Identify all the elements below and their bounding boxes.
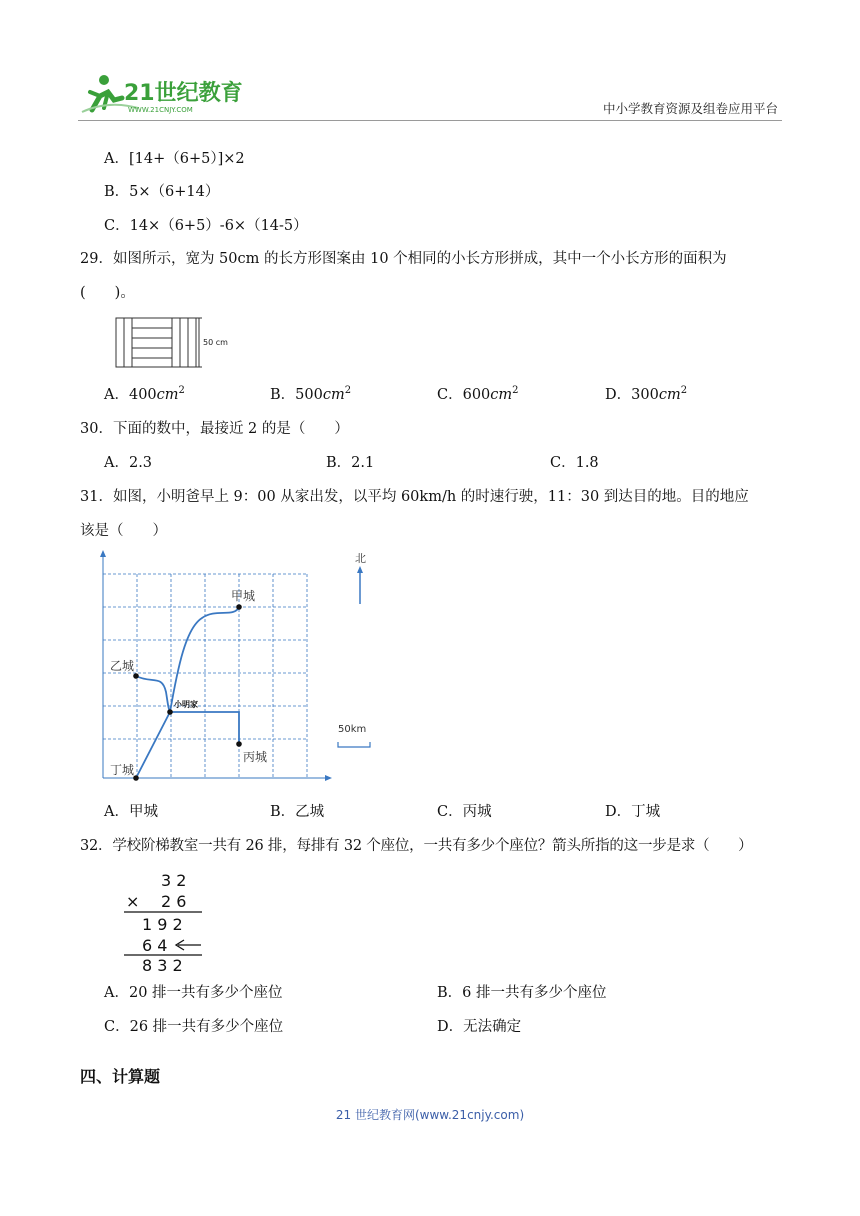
y-axis-arrow-icon <box>100 550 106 557</box>
map-routes <box>136 607 239 778</box>
q31-option-b[interactable]: B．乙城 <box>270 804 325 820</box>
site-logo <box>78 70 248 118</box>
scale-label: 50km <box>338 724 367 735</box>
calc-row-multiplicand: 3 2 <box>161 871 187 890</box>
q29-option-a-prefix: A． <box>104 387 129 403</box>
map-label-ding: 丁城 <box>110 763 135 777</box>
q32-option-d[interactable]: D．无法确定 <box>437 1019 522 1035</box>
x-axis-arrow-icon <box>325 775 332 781</box>
q32-stem: 32．学校阶梯教室一共有 26 排，每排有 32 个座位，一共有多少个座位？箭头所指的这一步是求（ ） <box>80 838 753 854</box>
q30-option-a[interactable]: A．2.3 <box>104 455 153 471</box>
q28-option-b[interactable]: B．5×（6+14） <box>104 184 220 200</box>
q29-option-b-prefix: B． <box>270 387 296 403</box>
q32-option-c[interactable]: C．26 排一共有多少个座位 <box>104 1019 284 1035</box>
q29-option-a-exp: 2 <box>178 385 185 397</box>
q30-option-b[interactable]: B．2.1 <box>326 455 375 471</box>
q29-option-c-value: 600 <box>462 387 491 403</box>
calc-row-partial2: 6 4 <box>142 936 168 955</box>
q29-rectangle-figure <box>110 315 230 371</box>
north-arrowhead-icon <box>357 566 363 573</box>
map-label-bing: 丙城 <box>243 750 268 764</box>
q29-option-c-unit: cm <box>490 387 513 403</box>
section-heading-calculation: 四、计算题 <box>80 1067 161 1086</box>
map-label-home: 小明家 <box>174 700 198 709</box>
q28-option-c[interactable]: C．14×（6+5）-6×（14-5） <box>104 218 308 234</box>
q29-option-a[interactable] <box>104 383 185 404</box>
q30-stem: 30．下面的数中，最接近 2 的是（ ） <box>80 421 349 437</box>
q29-stem-line1: 29．如图所示，宽为 50cm 的长方形图案由 10 个相同的小长方形拼成，其中一个小长方形的面积为 <box>80 251 727 267</box>
scale-bar <box>338 742 370 747</box>
q32-multiplication-figure <box>118 868 218 972</box>
map-label-yi: 乙城 <box>110 659 135 673</box>
q31-option-a[interactable]: A．甲城 <box>104 804 158 820</box>
q31-map-figure <box>94 546 394 786</box>
q29-option-a-value: 400 <box>128 387 157 403</box>
q29-option-a-unit: cm <box>156 387 179 403</box>
calc-row-multiplier: 2 6 <box>161 892 187 911</box>
q29-option-b[interactable] <box>270 383 351 404</box>
q29-option-d-unit: cm <box>658 387 681 403</box>
calc-row-result: 8 3 2 <box>142 956 183 972</box>
q32-option-a[interactable]: A．20 排一共有多少个座位 <box>104 985 283 1001</box>
map-points <box>133 604 242 781</box>
header-divider <box>78 120 782 121</box>
q31-stem-line1: 31．如图，小明爸早上 9：00 从家出发，以平均 60km/h 的时速行驶，11：30 到达目的地。目的地应 <box>80 489 749 505</box>
q29-option-d[interactable] <box>605 383 687 404</box>
q29-option-d-prefix: D． <box>605 387 632 403</box>
q29-option-d-value: 300 <box>631 387 659 403</box>
q29-option-b-unit: cm <box>322 387 345 403</box>
calc-digits <box>126 871 186 972</box>
q31-option-d[interactable]: D．丁城 <box>605 804 661 820</box>
q31-stem-line2: 该是（ ） <box>80 523 167 539</box>
q29-option-b-value: 500 <box>295 387 323 403</box>
footer-source[interactable]: 21 世纪教育网(www.21cnjy.com) <box>335 1108 525 1122</box>
q29-option-d-exp: 2 <box>680 385 688 397</box>
logo-text: 21世纪教育 <box>124 81 243 106</box>
q32-option-b[interactable]: B．6 排一共有多少个座位 <box>437 985 607 1001</box>
q29-option-c-prefix: C． <box>437 387 463 403</box>
platform-name: 中小学教育资源及组卷应用平台 <box>602 101 778 116</box>
q30-option-c[interactable]: C．1.8 <box>550 455 599 471</box>
calc-times-sign: × <box>126 892 140 911</box>
north-label: 北 <box>355 552 366 565</box>
calc-row-partial1: 1 9 2 <box>142 915 183 934</box>
map-label-jia: 甲城 <box>231 589 256 603</box>
q29-stem-line2: ( )。 <box>80 285 135 301</box>
logo-url: WWW.21CNJY.COM <box>128 106 193 114</box>
q29-option-b-exp: 2 <box>344 385 352 397</box>
q28-option-a[interactable]: A．[14+（6+5）]×2 <box>104 151 245 167</box>
q29-option-c-exp: 2 <box>512 385 519 397</box>
q29-option-c[interactable] <box>437 383 519 404</box>
q31-option-c[interactable]: C．丙城 <box>437 804 492 820</box>
q29-width-label: 50 cm <box>203 338 228 347</box>
